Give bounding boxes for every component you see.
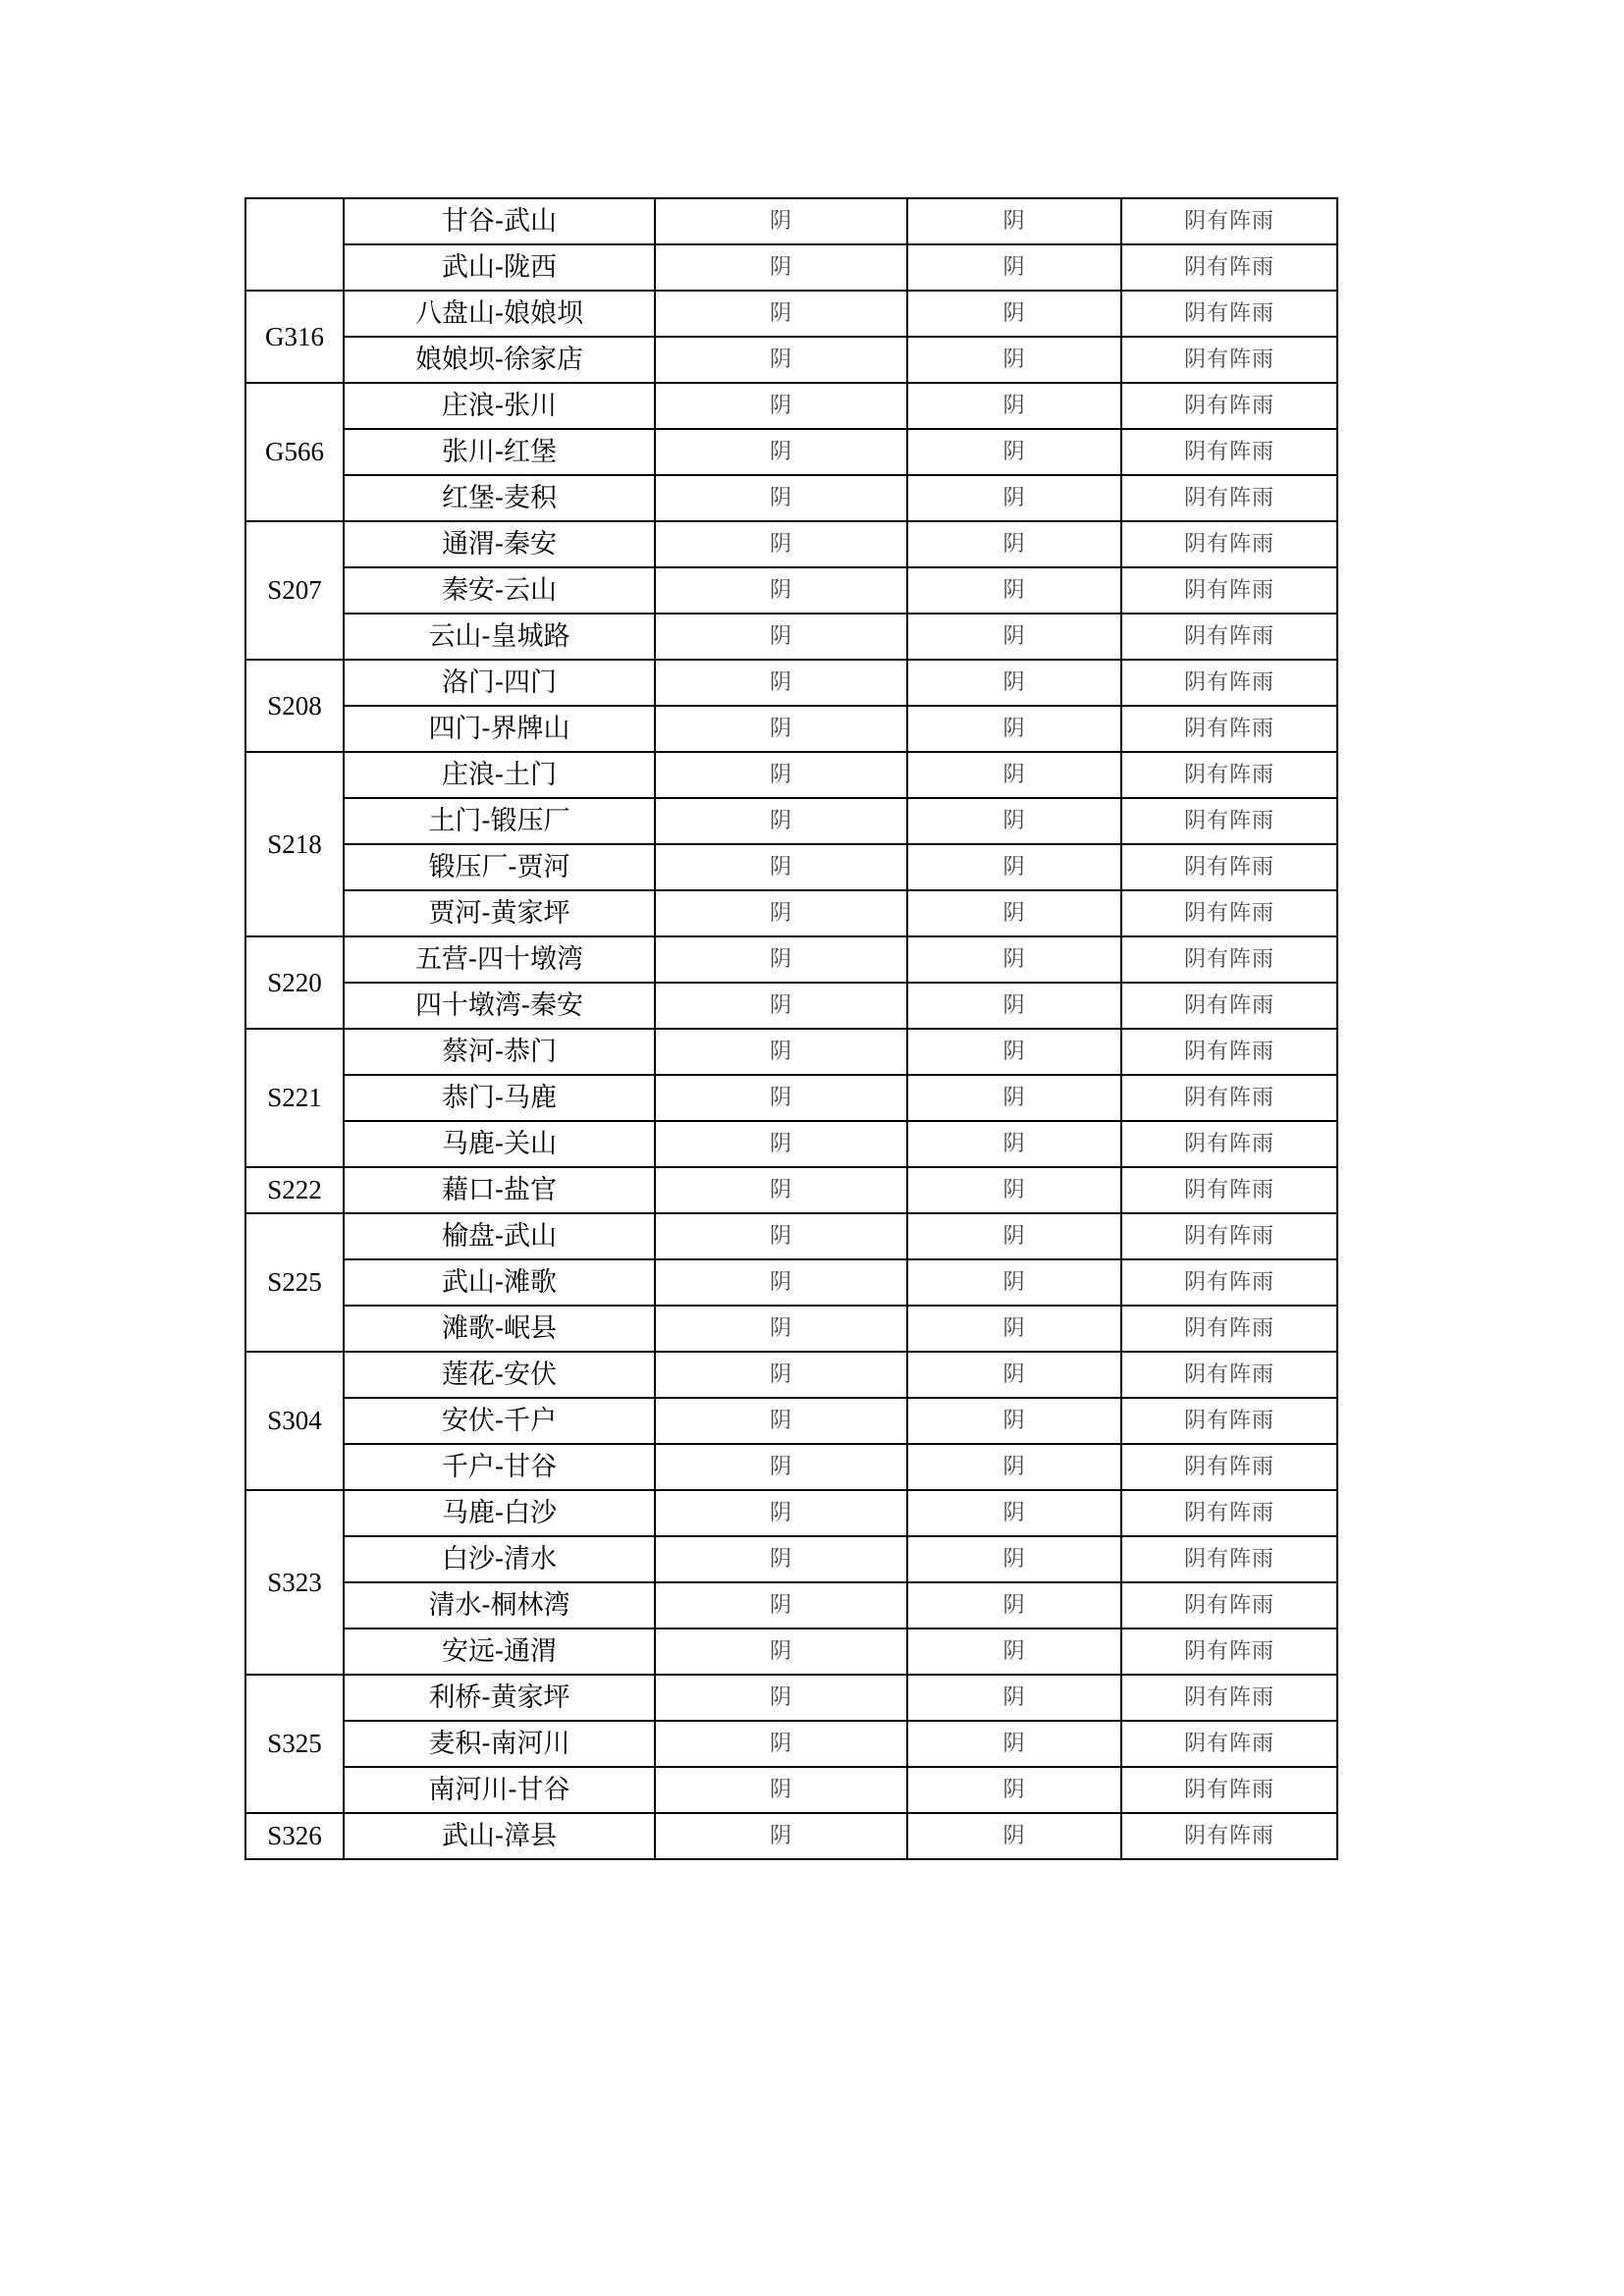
weather-cell-3: 阴有阵雨 xyxy=(1121,291,1337,337)
weather-cell-2: 阴 xyxy=(907,1813,1121,1859)
segment-name-cell: 千户-甘谷 xyxy=(344,1444,655,1490)
weather-cell-3: 阴有阵雨 xyxy=(1121,752,1337,798)
weather-cell-3: 阴有阵雨 xyxy=(1121,1629,1337,1675)
table-row xyxy=(245,1536,1337,1582)
table-row xyxy=(245,752,1337,798)
segment-name-cell: 南河川-甘谷 xyxy=(344,1767,655,1813)
weather-cell-1: 阴 xyxy=(655,844,907,890)
weather-cell-1: 阴 xyxy=(655,1259,907,1306)
segment-name-cell: 洛门-四门 xyxy=(344,660,655,706)
weather-cell-3: 阴有阵雨 xyxy=(1121,1121,1337,1167)
weather-cell-2: 阴 xyxy=(907,1629,1121,1675)
table-row xyxy=(245,1490,1337,1536)
weather-cell-2: 阴 xyxy=(907,475,1121,521)
segment-name-cell: 利桥-黄家坪 xyxy=(344,1675,655,1721)
table-row xyxy=(245,936,1337,983)
route-code-cell: S218 xyxy=(245,752,344,936)
weather-cell-3: 阴有阵雨 xyxy=(1121,1306,1337,1352)
weather-cell-2: 阴 xyxy=(907,291,1121,337)
weather-cell-3: 阴有阵雨 xyxy=(1121,844,1337,890)
weather-cell-2: 阴 xyxy=(907,429,1121,475)
weather-cell-1: 阴 xyxy=(655,1675,907,1721)
weather-cell-2: 阴 xyxy=(907,798,1121,844)
route-code-cell: S304 xyxy=(245,1352,344,1490)
weather-cell-1: 阴 xyxy=(655,983,907,1029)
weather-cell-2: 阴 xyxy=(907,1075,1121,1121)
weather-cell-2: 阴 xyxy=(907,1536,1121,1582)
segment-name-cell: 麦积-南河川 xyxy=(344,1721,655,1767)
route-code-cell: S326 xyxy=(245,1813,344,1859)
weather-cell-1: 阴 xyxy=(655,429,907,475)
table-row xyxy=(245,1352,1337,1398)
weather-cell-1: 阴 xyxy=(655,1121,907,1167)
weather-cell-3: 阴有阵雨 xyxy=(1121,198,1337,244)
segment-name-cell: 红堡-麦积 xyxy=(344,475,655,521)
weather-cell-2: 阴 xyxy=(907,1029,1121,1075)
weather-cell-2: 阴 xyxy=(907,890,1121,936)
weather-cell-1: 阴 xyxy=(655,1167,907,1213)
segment-name-cell: 五营-四十墩湾 xyxy=(344,936,655,983)
weather-cell-1: 阴 xyxy=(655,337,907,383)
weather-cell-3: 阴有阵雨 xyxy=(1121,1767,1337,1813)
route-code-cell: S222 xyxy=(245,1167,344,1213)
weather-cell-1: 阴 xyxy=(655,475,907,521)
segment-name-cell: 庄浪-张川 xyxy=(344,383,655,429)
route-code-cell: G316 xyxy=(245,291,344,383)
segment-name-cell: 锻压厂-贾河 xyxy=(344,844,655,890)
weather-cell-2: 阴 xyxy=(907,1259,1121,1306)
weather-cell-2: 阴 xyxy=(907,1213,1121,1259)
segment-name-cell: 清水-桐林湾 xyxy=(344,1582,655,1629)
weather-cell-2: 阴 xyxy=(907,1767,1121,1813)
segment-name-cell: 贾河-黄家坪 xyxy=(344,890,655,936)
segment-name-cell: 四门-界牌山 xyxy=(344,706,655,752)
weather-cell-1: 阴 xyxy=(655,614,907,660)
segment-name-cell: 藉口-盐官 xyxy=(344,1167,655,1213)
table-row xyxy=(245,1813,1337,1859)
table-row xyxy=(245,1767,1337,1813)
table-row xyxy=(245,383,1337,429)
weather-cell-3: 阴有阵雨 xyxy=(1121,890,1337,936)
weather-cell-3: 阴有阵雨 xyxy=(1121,1721,1337,1767)
segment-name-cell: 白沙-清水 xyxy=(344,1536,655,1582)
weather-cell-1: 阴 xyxy=(655,567,907,614)
segment-name-cell: 安伏-千户 xyxy=(344,1398,655,1444)
weather-cell-2: 阴 xyxy=(907,567,1121,614)
segment-name-cell: 滩歌-岷县 xyxy=(344,1306,655,1352)
table-row xyxy=(245,1398,1337,1444)
weather-cell-2: 阴 xyxy=(907,1675,1121,1721)
table-row xyxy=(245,798,1337,844)
weather-cell-2: 阴 xyxy=(907,1721,1121,1767)
weather-cell-1: 阴 xyxy=(655,1629,907,1675)
table-row xyxy=(245,1306,1337,1352)
weather-cell-1: 阴 xyxy=(655,1490,907,1536)
segment-name-cell: 莲花-安伏 xyxy=(344,1352,655,1398)
route-code-cell xyxy=(245,198,344,291)
table-row xyxy=(245,429,1337,475)
weather-cell-1: 阴 xyxy=(655,1721,907,1767)
weather-cell-3: 阴有阵雨 xyxy=(1121,1536,1337,1582)
table-row xyxy=(245,1121,1337,1167)
weather-cell-2: 阴 xyxy=(907,1352,1121,1398)
table-row xyxy=(245,337,1337,383)
weather-cell-1: 阴 xyxy=(655,1767,907,1813)
weather-cell-3: 阴有阵雨 xyxy=(1121,383,1337,429)
table-row xyxy=(245,291,1337,337)
segment-name-cell: 八盘山-娘娘坝 xyxy=(344,291,655,337)
table-row xyxy=(245,614,1337,660)
segment-name-cell: 武山-滩歌 xyxy=(344,1259,655,1306)
route-code-cell: S221 xyxy=(245,1029,344,1167)
table-row xyxy=(245,521,1337,567)
segment-name-cell: 蔡河-恭门 xyxy=(344,1029,655,1075)
weather-cell-1: 阴 xyxy=(655,890,907,936)
route-code-cell: S225 xyxy=(245,1213,344,1352)
weather-cell-3: 阴有阵雨 xyxy=(1121,244,1337,291)
segment-name-cell: 武山-陇西 xyxy=(344,244,655,291)
segment-name-cell: 安远-通渭 xyxy=(344,1629,655,1675)
weather-cell-1: 阴 xyxy=(655,521,907,567)
segment-name-cell: 四十墩湾-秦安 xyxy=(344,983,655,1029)
weather-cell-2: 阴 xyxy=(907,1490,1121,1536)
weather-cell-3: 阴有阵雨 xyxy=(1121,983,1337,1029)
route-code-cell: G566 xyxy=(245,383,344,521)
segment-name-cell: 张川-红堡 xyxy=(344,429,655,475)
weather-cell-2: 阴 xyxy=(907,936,1121,983)
weather-cell-2: 阴 xyxy=(907,337,1121,383)
table-row xyxy=(245,706,1337,752)
table-row xyxy=(245,890,1337,936)
weather-cell-1: 阴 xyxy=(655,752,907,798)
table-row xyxy=(245,660,1337,706)
weather-cell-3: 阴有阵雨 xyxy=(1121,567,1337,614)
weather-cell-2: 阴 xyxy=(907,521,1121,567)
weather-cell-2: 阴 xyxy=(907,1398,1121,1444)
weather-cell-3: 阴有阵雨 xyxy=(1121,1398,1337,1444)
weather-cell-3: 阴有阵雨 xyxy=(1121,475,1337,521)
weather-cell-1: 阴 xyxy=(655,1352,907,1398)
weather-cell-2: 阴 xyxy=(907,983,1121,1029)
table-row xyxy=(245,983,1337,1029)
table-row xyxy=(245,1675,1337,1721)
weather-cell-3: 阴有阵雨 xyxy=(1121,798,1337,844)
weather-cell-3: 阴有阵雨 xyxy=(1121,1029,1337,1075)
weather-cell-1: 阴 xyxy=(655,198,907,244)
weather-cell-3: 阴有阵雨 xyxy=(1121,521,1337,567)
weather-cell-3: 阴有阵雨 xyxy=(1121,1675,1337,1721)
weather-cell-1: 阴 xyxy=(655,383,907,429)
weather-cell-1: 阴 xyxy=(655,706,907,752)
weather-cell-2: 阴 xyxy=(907,1306,1121,1352)
segment-name-cell: 恭门-马鹿 xyxy=(344,1075,655,1121)
weather-cell-3: 阴有阵雨 xyxy=(1121,706,1337,752)
segment-name-cell: 榆盘-武山 xyxy=(344,1213,655,1259)
segment-name-cell: 武山-漳县 xyxy=(344,1813,655,1859)
weather-cell-1: 阴 xyxy=(655,1813,907,1859)
weather-cell-1: 阴 xyxy=(655,660,907,706)
table-row xyxy=(245,1075,1337,1121)
weather-cell-1: 阴 xyxy=(655,1213,907,1259)
weather-cell-3: 阴有阵雨 xyxy=(1121,1352,1337,1398)
weather-cell-3: 阴有阵雨 xyxy=(1121,936,1337,983)
weather-cell-2: 阴 xyxy=(907,660,1121,706)
weather-cell-2: 阴 xyxy=(907,1167,1121,1213)
weather-cell-3: 阴有阵雨 xyxy=(1121,1167,1337,1213)
weather-cell-1: 阴 xyxy=(655,244,907,291)
weather-cell-3: 阴有阵雨 xyxy=(1121,429,1337,475)
route-code-cell: S207 xyxy=(245,521,344,660)
segment-name-cell: 娘娘坝-徐家店 xyxy=(344,337,655,383)
weather-cell-2: 阴 xyxy=(907,844,1121,890)
table-row xyxy=(245,1629,1337,1675)
weather-cell-3: 阴有阵雨 xyxy=(1121,614,1337,660)
weather-cell-3: 阴有阵雨 xyxy=(1121,1813,1337,1859)
weather-cell-3: 阴有阵雨 xyxy=(1121,1259,1337,1306)
weather-cell-1: 阴 xyxy=(655,1306,907,1352)
route-code-cell: S325 xyxy=(245,1675,344,1813)
weather-cell-2: 阴 xyxy=(907,614,1121,660)
table-row xyxy=(245,1259,1337,1306)
segment-name-cell: 甘谷-武山 xyxy=(344,198,655,244)
segment-name-cell: 通渭-秦安 xyxy=(344,521,655,567)
weather-cell-1: 阴 xyxy=(655,291,907,337)
table-row xyxy=(245,1167,1337,1213)
weather-cell-1: 阴 xyxy=(655,1582,907,1629)
weather-cell-3: 阴有阵雨 xyxy=(1121,660,1337,706)
segment-name-cell: 庄浪-土门 xyxy=(344,752,655,798)
table-row xyxy=(245,475,1337,521)
weather-cell-2: 阴 xyxy=(907,244,1121,291)
weather-cell-1: 阴 xyxy=(655,798,907,844)
weather-cell-3: 阴有阵雨 xyxy=(1121,1075,1337,1121)
segment-name-cell: 马鹿-白沙 xyxy=(344,1490,655,1536)
weather-cell-2: 阴 xyxy=(907,383,1121,429)
weather-cell-3: 阴有阵雨 xyxy=(1121,1490,1337,1536)
segment-name-cell: 云山-皇城路 xyxy=(344,614,655,660)
table-row xyxy=(245,1444,1337,1490)
table-row xyxy=(245,1029,1337,1075)
table-row xyxy=(245,1582,1337,1629)
weather-cell-1: 阴 xyxy=(655,1536,907,1582)
table-row xyxy=(245,844,1337,890)
segment-name-cell: 秦安-云山 xyxy=(344,567,655,614)
weather-cell-2: 阴 xyxy=(907,1582,1121,1629)
weather-cell-2: 阴 xyxy=(907,752,1121,798)
weather-cell-2: 阴 xyxy=(907,706,1121,752)
weather-cell-1: 阴 xyxy=(655,1398,907,1444)
table-row xyxy=(245,198,1337,244)
table-row xyxy=(245,1721,1337,1767)
weather-cell-3: 阴有阵雨 xyxy=(1121,1213,1337,1259)
route-code-cell: S208 xyxy=(245,660,344,752)
road-weather-table xyxy=(244,197,1338,1860)
weather-cell-2: 阴 xyxy=(907,1121,1121,1167)
table-row xyxy=(245,244,1337,291)
segment-name-cell: 马鹿-关山 xyxy=(344,1121,655,1167)
route-code-cell: S323 xyxy=(245,1490,344,1675)
weather-cell-3: 阴有阵雨 xyxy=(1121,337,1337,383)
weather-cell-3: 阴有阵雨 xyxy=(1121,1582,1337,1629)
table-row xyxy=(245,1213,1337,1259)
table-body xyxy=(245,198,1337,1859)
weather-cell-1: 阴 xyxy=(655,1075,907,1121)
route-code-cell: S220 xyxy=(245,936,344,1029)
weather-cell-1: 阴 xyxy=(655,1444,907,1490)
weather-cell-3: 阴有阵雨 xyxy=(1121,1444,1337,1490)
segment-name-cell: 土门-锻压厂 xyxy=(344,798,655,844)
weather-cell-2: 阴 xyxy=(907,198,1121,244)
weather-cell-1: 阴 xyxy=(655,1029,907,1075)
table-row xyxy=(245,567,1337,614)
weather-cell-2: 阴 xyxy=(907,1444,1121,1490)
weather-cell-1: 阴 xyxy=(655,936,907,983)
